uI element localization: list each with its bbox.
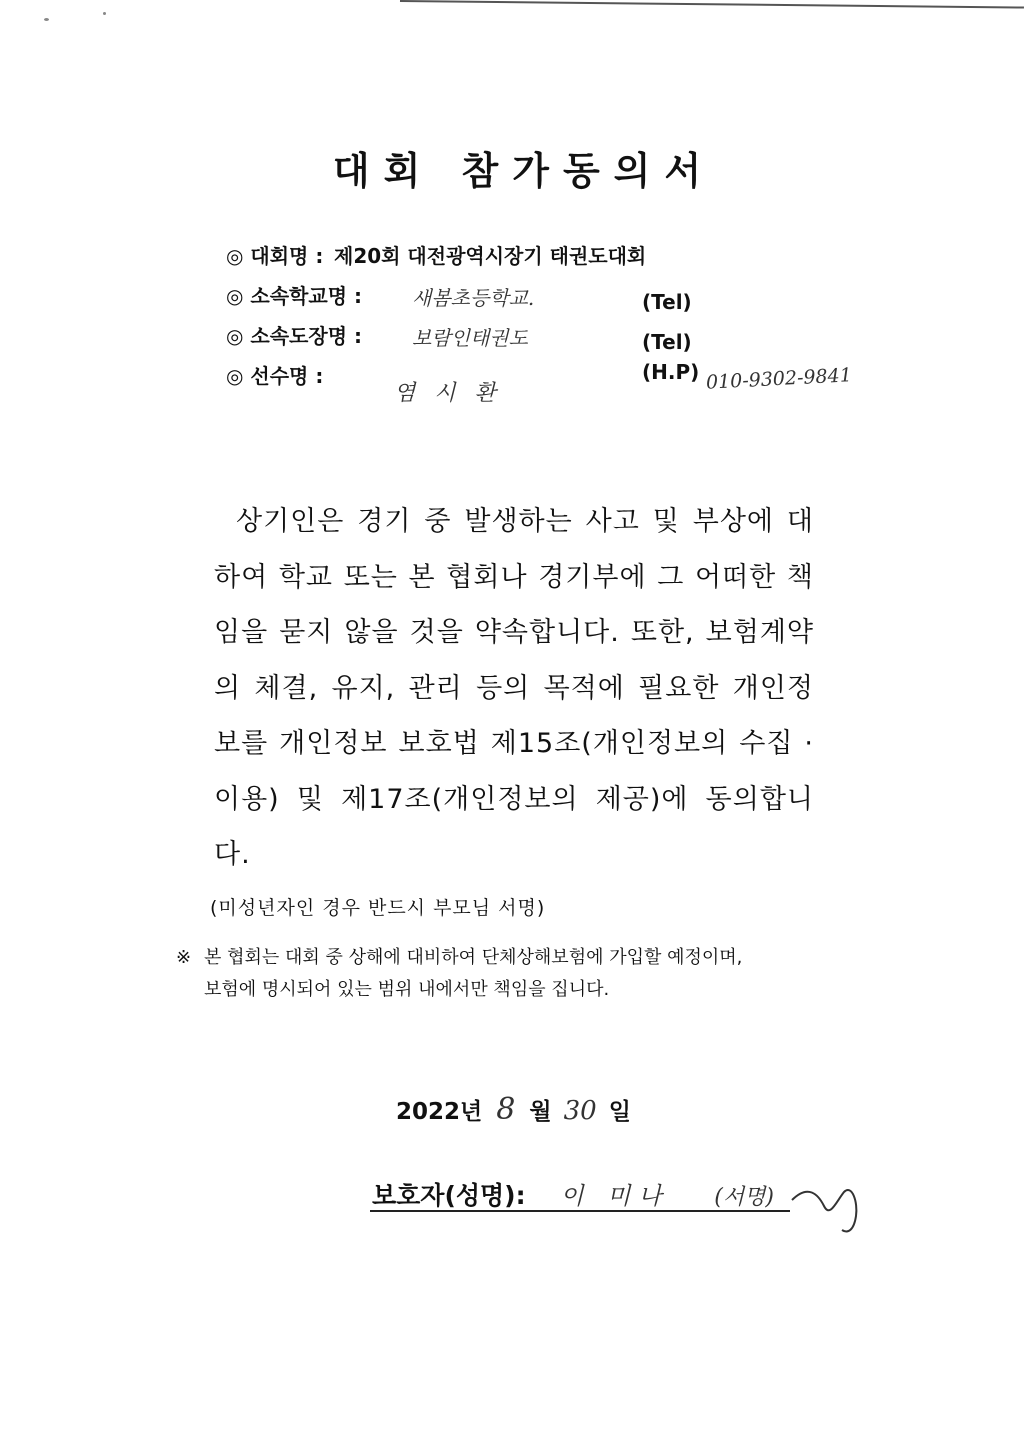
dojang-name-handwritten: 보람인태권도 [412, 326, 528, 350]
date-day-handwritten: 30 [563, 1096, 597, 1126]
player-name-handwritten: 염 시 환 [394, 381, 502, 406]
field-label: ◎ 소속학교명 : [226, 284, 362, 308]
notice-line: 보험에 명시되어 있는 범위 내에서만 책임을 집니다. [204, 979, 610, 1000]
scan-speck [103, 12, 106, 15]
school-name-handwritten: 새봄초등학교. [412, 286, 535, 310]
guardian-name-handwritten: 이 미나 [560, 1182, 670, 1210]
field-player [226, 360, 926, 406]
notice-line: 본 협회는 대회 중 상해에 대비하여 단체상해보험에 가입할 예정이며, [204, 947, 743, 968]
insurance-notice [176, 942, 856, 1006]
guardian-signature-line [372, 1176, 774, 1212]
tel-label: (Tel) [642, 290, 692, 314]
scan-edge-line [400, 0, 1024, 9]
field-competition [226, 240, 926, 280]
hp-label: (H.P) [642, 360, 700, 384]
field-label: ◎ 소속도장명 : [226, 324, 362, 348]
consent-statement: 상기인은 경기 중 발생하는 사고 및 부상에 대하여 학교 또는 본 협회나 경기부에 그 어떠한 책임을 묻지 않을 것을 약속합니다. 또한, 보험계약의 체결, 유지, 관리 등의 목적에 필요한 개인정보를 개인정보 보호법 제15조(개인정보의 수집 · 이용) 및 제17조(개인정보의 제공)에 동의합니다. [214, 506, 814, 870]
document-title: 대회 참가동의서 [332, 149, 716, 193]
date-month-label: 월 [529, 1099, 552, 1125]
reference-mark: ※ [176, 947, 192, 968]
guardian-label: 보호자(성명): [372, 1181, 526, 1210]
field-label: ◎ 대회명 : [226, 244, 324, 268]
date-day-label: 일 [608, 1099, 631, 1125]
tel-label: (Tel) [642, 330, 692, 354]
guardian-seal-text: (서명) [714, 1185, 774, 1210]
signature-date [396, 1092, 631, 1127]
participant-info [226, 240, 926, 406]
field-school [226, 280, 926, 320]
hp-number-handwritten: 010-9302-9841 [705, 364, 853, 394]
scan-speck [44, 18, 49, 21]
field-dojang [226, 320, 926, 360]
minor-note: (미성년자인 경우 반드시 부모님 서명) [210, 897, 546, 919]
date-month-handwritten: 8 [496, 1092, 516, 1127]
field-label: ◎ 선수명 : [226, 364, 324, 388]
signature-scribble [716, 1172, 866, 1242]
date-year: 2022년 [396, 1099, 483, 1125]
competition-name: 제20회 대전광역시장기 태권도대회 [334, 244, 647, 268]
